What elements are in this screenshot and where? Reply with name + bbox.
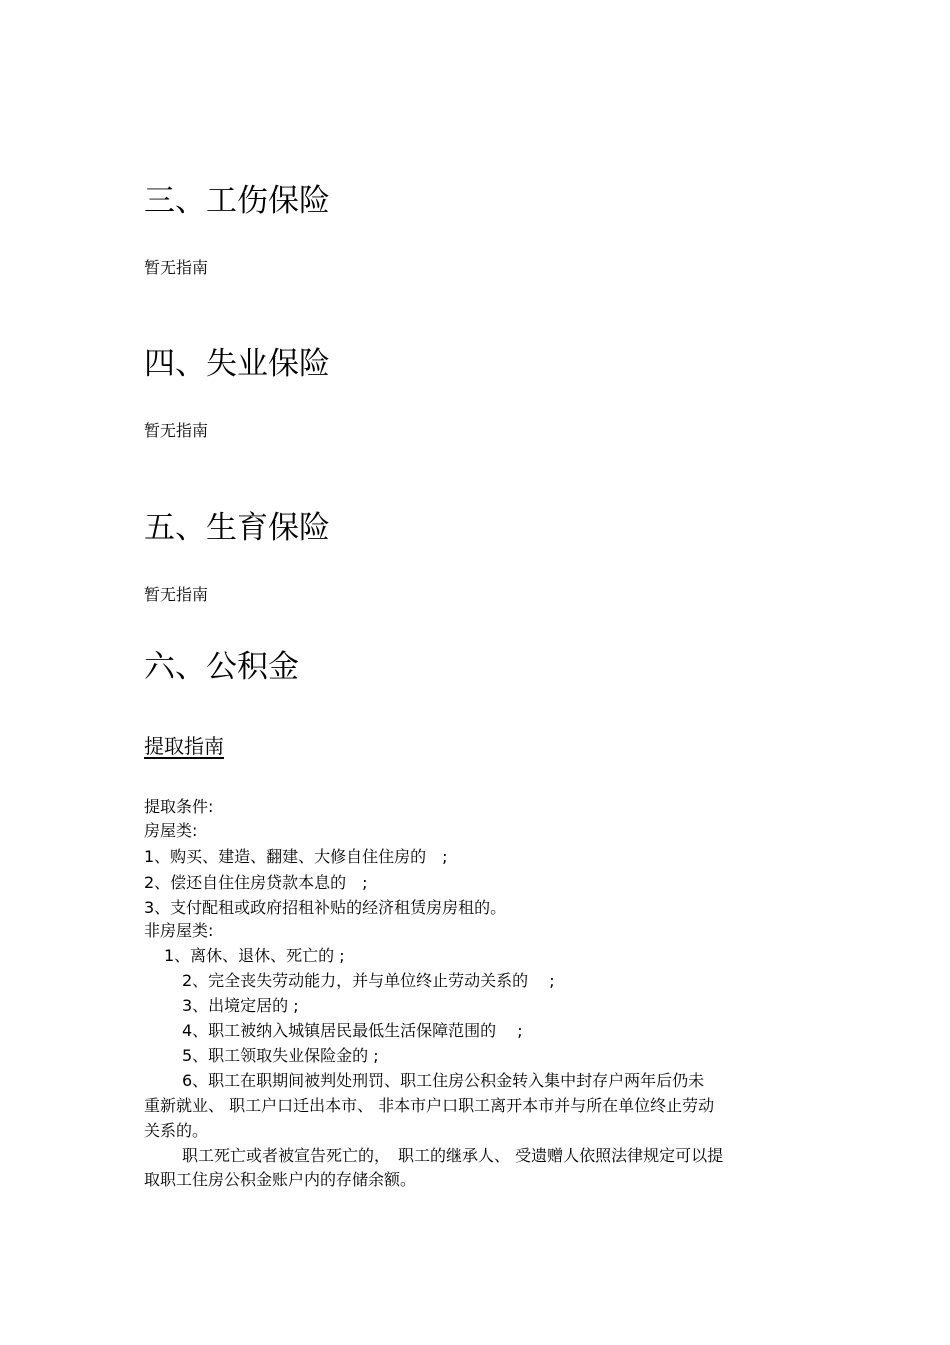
- nonhousing-item: 5、职工领取失业保险金的 ;: [182, 1046, 379, 1065]
- nonhousing-item: 3、出境定居的 ;: [182, 996, 299, 1015]
- nonhousing-item: 4、职工被纳入城镇居民最低生活保障范围的 ;: [182, 1021, 523, 1040]
- heading-maternity-insurance: 五、生育保险: [144, 510, 330, 546]
- heading-work-injury-insurance: 三、工伤保险: [144, 183, 330, 219]
- inheritance-paragraph-continuation: 取职工住房公积金账户内的存储余额。: [144, 1170, 417, 1189]
- nonhousing-item: 1、离休、退休、死亡的 ;: [164, 946, 345, 965]
- heading-unemployment-insurance: 四、失业保险: [144, 346, 330, 382]
- inheritance-paragraph: 职工死亡或者被宣告死亡的， 职工的继承人、 受遗赠人依照法律规定可以提: [182, 1146, 724, 1165]
- conditions-label: 提取条件:: [144, 797, 214, 816]
- heading-housing-fund: 六、公积金: [144, 649, 299, 685]
- nonhousing-item: 2、完全丧失劳动能力，并与单位终止劳动关系的 ;: [182, 971, 555, 990]
- nonhousing-item: 6、职工在职期间被判处刑罚、职工住房公积金转入集中封存户两年后仍未: [182, 1071, 705, 1090]
- nonhousing-item-continuation: 关系的。: [144, 1121, 209, 1140]
- housing-item: 3、支付配租或政府招租补贴的经济租赁房房租的。: [144, 898, 507, 917]
- nonhousing-category-label: 非房屋类:: [144, 921, 214, 940]
- withdrawal-guide-subtitle: 提取指南: [144, 734, 224, 758]
- no-guide-note: 暂无指南: [144, 421, 209, 440]
- nonhousing-item-continuation: 重新就业、 职工户口迁出本市、 非本市户口职工离开本市并与所在单位终止劳动: [144, 1096, 715, 1115]
- no-guide-note: 暂无指南: [144, 258, 209, 277]
- housing-category-label: 房屋类:: [144, 821, 198, 840]
- housing-item: 1、购买、建造、翻建、大修自住住房的 ;: [144, 847, 448, 866]
- no-guide-note: 暂无指南: [144, 585, 209, 604]
- housing-item: 2、偿还自住住房贷款本息的 ;: [144, 873, 368, 892]
